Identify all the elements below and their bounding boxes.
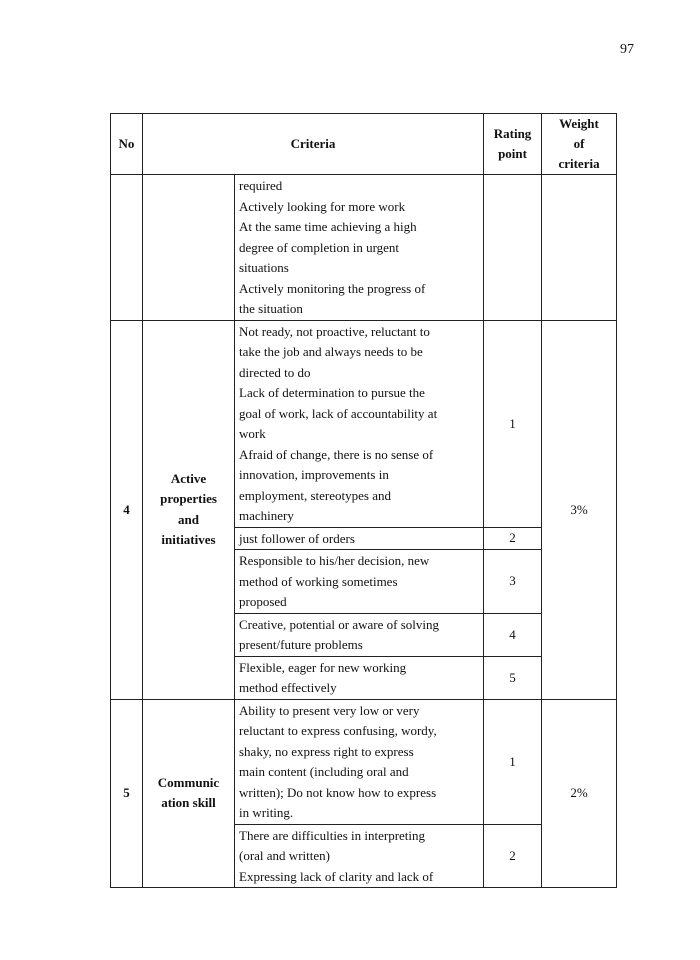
section5-number: 5 bbox=[111, 699, 143, 888]
header-weight: Weight of criteria bbox=[542, 114, 617, 175]
section4-criteria-5: Flexible, eager for new working method effectively bbox=[235, 656, 484, 699]
header-rating: Rating point bbox=[484, 114, 542, 175]
section4-criteria-2: just follower of orders bbox=[235, 527, 484, 550]
section4-rating-2: 2 bbox=[484, 527, 542, 550]
section4-rating-1: 1 bbox=[484, 320, 542, 527]
section5-rating-2: 2 bbox=[484, 824, 542, 888]
section4-rating-3: 3 bbox=[484, 550, 542, 614]
section5-row-1 bbox=[111, 699, 617, 824]
continued-no-cell bbox=[111, 175, 143, 321]
section4-rating-5: 5 bbox=[484, 656, 542, 699]
section5-weight: 2% bbox=[542, 699, 617, 888]
section4-weight: 3% bbox=[542, 320, 617, 699]
section5-rating-1: 1 bbox=[484, 699, 542, 824]
section5-criteria-2: There are difficulties in interpreting (oral and written) Expressing lack of clarity and lack of bbox=[235, 824, 484, 888]
section4-row-1 bbox=[111, 320, 617, 527]
continued-criteria: required Actively looking for more work At the same time achieving a high degree of completion in urgent situations Actively monitoring the progress of the situation bbox=[235, 175, 484, 321]
section4-criteria-4: Creative, potential or aware of solving present/future problems bbox=[235, 613, 484, 656]
section4-number: 4 bbox=[111, 320, 143, 699]
section5-criteria-1: Ability to present very low or very reluctant to express confusing, wordy, shaky, no express right to express main content (including oral and written); Do not know how to express in writing. bbox=[235, 699, 484, 824]
continued-category-cell bbox=[143, 175, 235, 321]
header-row bbox=[111, 114, 617, 175]
section4-category: Active properties and initiatives bbox=[143, 320, 235, 699]
continued-weight-cell bbox=[542, 175, 617, 321]
continued-rating-cell bbox=[484, 175, 542, 321]
continued-row bbox=[111, 175, 617, 321]
section4-criteria-1: Not ready, not proactive, reluctant to take the job and always needs to be directed to do Lack of determination to pursue the goal of work, lack of accountability at work Afraid of change, there is no sense of innovation, improvements in employment, stereotypes and machinery bbox=[235, 320, 484, 527]
criteria-table bbox=[110, 113, 617, 888]
section4-rating-4: 4 bbox=[484, 613, 542, 656]
header-criteria: Criteria bbox=[143, 114, 484, 175]
page-number: 97 bbox=[620, 42, 634, 57]
section5-category: Communic ation skill bbox=[143, 699, 235, 888]
section4-criteria-3: Responsible to his/her decision, new method of working sometimes proposed bbox=[235, 550, 484, 614]
header-no: No bbox=[111, 114, 143, 175]
